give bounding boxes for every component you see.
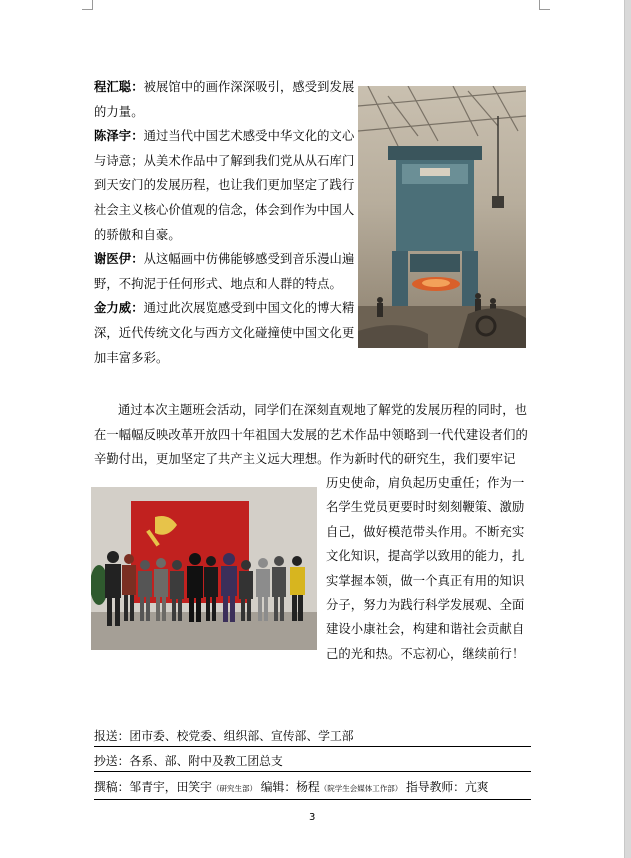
- crop-mark-top-right: [539, 0, 550, 10]
- editor-note: （院学生会媒体工作部）: [319, 784, 403, 793]
- comment-2: [94, 124, 356, 247]
- copy-to-line: 抄送：各系、部、附中及教工团总支: [94, 753, 531, 772]
- painting-illustration: [358, 86, 526, 348]
- crop-mark-top-left: [82, 0, 93, 10]
- comment-1: [94, 75, 356, 124]
- comment-4: [94, 296, 356, 370]
- comment-author: 陈泽宇：: [94, 129, 144, 144]
- industrial-painting-image: [358, 86, 526, 348]
- comment-3: [94, 247, 356, 296]
- group-photo-illustration: [91, 487, 317, 650]
- comment-author: 谢医伊：: [94, 252, 144, 267]
- report-to-line: 报送：团市委、校党委、组织部、宣传部、学工部: [94, 728, 531, 747]
- editor-label: 编辑：杨程: [260, 780, 320, 794]
- comment-author: 程汇聪：: [94, 80, 144, 94]
- comment-author: 金力威：: [94, 301, 144, 316]
- comment-text: 被展馆中的画作深深吸引，感受到发展的力量。: [94, 80, 355, 119]
- teacher-label: 指导教师：亢爽: [405, 780, 489, 794]
- group-photo-image: [91, 487, 317, 650]
- student-comments: [94, 75, 356, 370]
- authors-label: 撰稿：邹青宇，田笑宇: [94, 780, 212, 794]
- authors-note: （研究生部）: [211, 784, 257, 793]
- comment-text: 从这幅画中仿佛能够感受到音乐漫山遍野，不拘泥于任何形式、地点和人群的特点。: [94, 252, 355, 291]
- summary-continuation: 历史使命，肩负起历史重任；作为一名学生党员更要时时刻刻鞭策、激励自己，做好模范带头作用。不断充实文化知识，提高学以致用的能力，扎实掌握本领，做一个真正有用的知识分子，努力为践行科学发展观、全面建设小康社会，构建和谐社会贡献自己的光和热。不忘初心，继续前行！: [326, 476, 525, 661]
- comment-text: 通过此次展览感受到中国文化的博大精深，近代传统文化与西方文化碰撞使中国文化更加丰富多彩。: [94, 301, 355, 365]
- summary-paragraph: 通过本次主题班会活动，同学们在深刻直观地了解党的发展历程的同时，也在一幅幅反映改革开放四十年祖国大发展的艺术作品中领略到一代代建设者们的辛勤付出，更加坚定了共产主义远大理想。作为新时代的研究生，我们要牢记: [94, 403, 528, 467]
- document-scrollbar[interactable]: [624, 0, 631, 858]
- page-number: 3: [309, 812, 316, 823]
- comment-text: 通过当代中国艺术感受中华文化的文心与诗意；从美术作品中了解到我们党从从石库门到天安门的发展历程，也让我们更加坚定了践行社会主义核心价值观的信念，体会到作为中国人的骄傲和自豪。: [94, 129, 355, 242]
- credits-line: [94, 779, 531, 800]
